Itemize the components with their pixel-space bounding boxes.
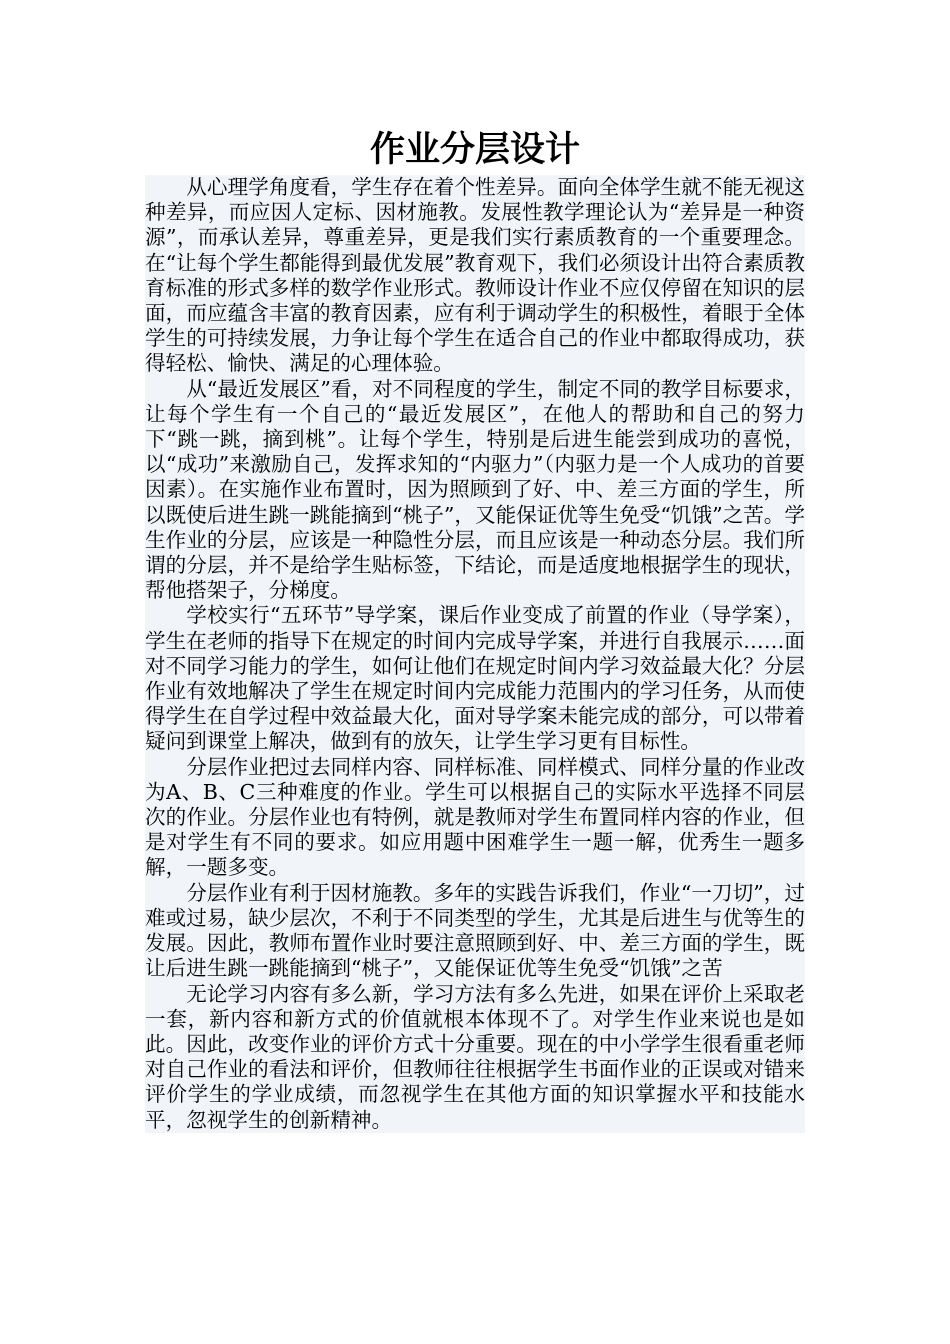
document-body (145, 175, 805, 1133)
document-title: 作业分层设计 (369, 129, 580, 170)
paragraph-1: 从心理学角度看，学生存在着个性差异。面向全体学生就不能无视这种差异，而应因人定标、因材施教。发展性教学理论认为“差异是一种资源”，而承认差异，尊重差异，更是我们实行素质教育的一个重要理念。在“让每个学生都能得到最优发展”教育观下，我们必须设计出符合素质教育标准的形式多样的数学作业形式。教师设计作业不应仅停留在知识的层面，而应蕴含丰富的教育因素，应有利于调动学生的积极性，着眼于全体学生的可持续发展，力争让每个学生在适合自己的作业中都取得成功，获得轻松、愉快、满足的心理体验。 (145, 175, 805, 376)
paragraph-6: 无论学习内容有多么新，学习方法有多么先进，如果在评价上采取老一套，新内容和新方式的价值就根本体现不了。对学生作业来说也是如此。因此，改变作业的评价方式十分重要。现在的中小学学生很看重老师对自己作业的看法和评价，但教师往往根据学生书面作业的正误或对错来评价学生的学业成绩，而忽视学生在其他方面的知识掌握水平和技能水平，忽视学生的创新精神。 (145, 981, 805, 1132)
paragraph-3: 学校实行“五环节”导学案，课后作业变成了前置的作业（导学案），学生在老师的指导下在规定的时间内完成导学案，并进行自我展示……面对不同学习能力的学生，如何让他们在规定时间内学习效益最大化？分层作业有效地解决了学生在规定时间内完成能力范围内的学习任务，从而使得学生在自学过程中效益最大化，面对导学案未能完成的部分，可以带着疑问到课堂上解决，做到有的放矢，让学生学习更有目标性。 (145, 603, 805, 754)
paragraph-4: 分层作业把过去同样内容、同样标准、同样模式、同样分量的作业改为A、B、C三种难度的作业。学生可以根据自己的实际水平选择不同层次的作业。分层作业也有特例，就是教师对学生布置同样内容的作业，但是对学生有不同的要求。如应用题中困难学生一题一解，优秀生一题多解，一题多变。 (145, 754, 805, 880)
paragraph-5: 分层作业有利于因材施教。多年的实践告诉我们，作业“一刀切”，过难或过易，缺少层次，不利于不同类型的学生，尤其是后进生与优等生的发展。因此，教师布置作业时要注意照顾到好、中、差三方面的学生，既让后进生跳一跳能摘到“桃子”，又能保证优等生免受“饥饿”之苦 (145, 880, 805, 981)
paragraph-2: 从“最近发展区”看，对不同程度的学生，制定不同的教学目标要求，让每个学生有一个自己的“最近发展区”，在他人的帮助和自己的努力下“跳一跳，摘到桃”。让每个学生，特别是后进生能尝到成功的喜悦，以“成功”来激励自己，发挥求知的“内驱力”（内驱力是一个人成功的首要因素）。在实施作业布置时，因为照顾到了好、中、差三方面的学生，所以既使后进生跳一跳能摘到“桃子”，又能保证优等生免受“饥饿”之苦。学生作业的分层，应该是一种隐性分层，而且应该是一种动态分层。我们所谓的分层，并不是给学生贴标签，下结论，而是适度地根据学生的现状，帮他搭架子，分梯度。 (145, 376, 805, 603)
